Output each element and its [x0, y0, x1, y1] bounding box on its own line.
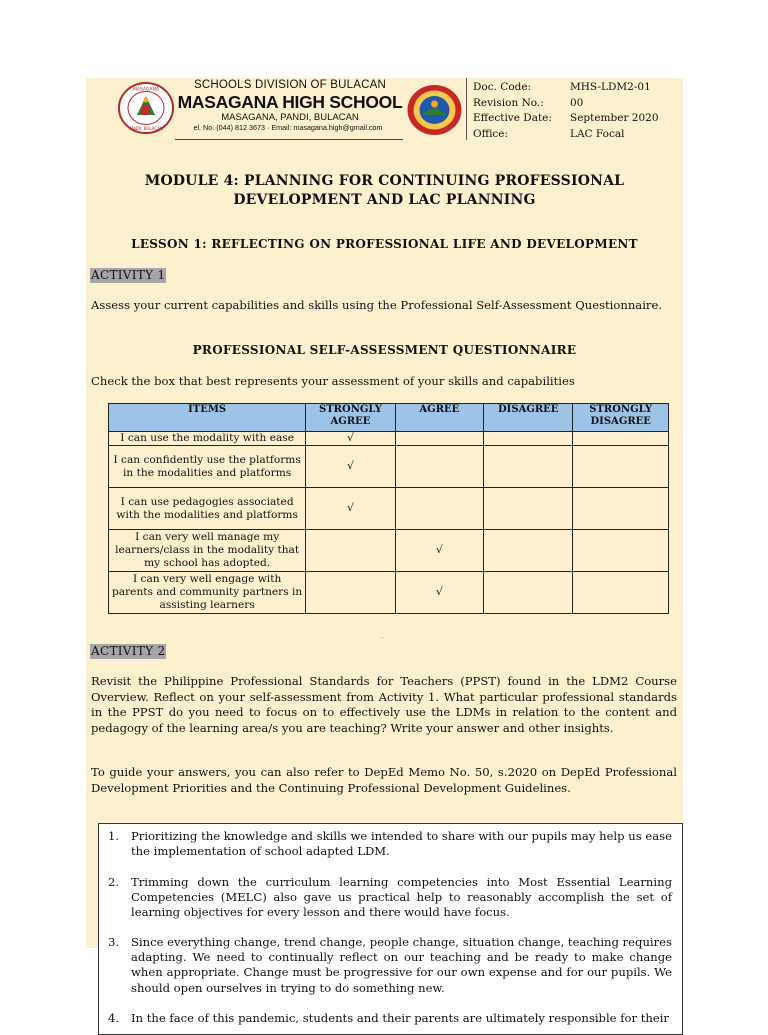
table-row	[109, 488, 669, 530]
col-strongly-disagree: STRONGLY DISAGREE	[573, 404, 669, 432]
col-agree: AGREE	[395, 404, 483, 432]
questionnaire-heading: PROFESSIONAL SELF-ASSESSMENT QUESTIONNAIRE	[192, 343, 577, 357]
division-seal-icon	[406, 84, 463, 136]
school-header	[176, 79, 404, 133]
item-cell: I can confidently use the platforms in the modalities and platforms	[109, 446, 306, 488]
module-title-line1: MODULE 4: PLANNING FOR CONTINUING PROFESSIONAL	[144, 173, 625, 189]
effective-date-label: Effective Date:	[473, 112, 552, 124]
col-items: ITEMS	[109, 404, 306, 432]
revision-label: Revision No.:	[473, 96, 544, 109]
checkbox-instruction: Check the box that best represents your assessment of your skills and capabilities	[91, 374, 575, 388]
svg-text:MASAGANA: MASAGANA	[133, 87, 159, 93]
office-row	[473, 127, 659, 143]
activity-2-guide: To guide your answers, you can also refer to DepEd Memo No. 50, s.2020 on DepEd Professional Development Priorities and the Continuing Professional Development Guidelines.	[91, 765, 677, 795]
item-cell: I can very well manage my learners/class in the modality that my school has adopted.	[109, 530, 306, 572]
revision-value: 00	[570, 96, 584, 109]
school-address: MASAGANA, PANDI, BULACAN	[221, 112, 359, 123]
doc-code-row	[473, 80, 659, 96]
table-header-row	[109, 404, 669, 432]
strongly-agree-cell[interactable]: √	[306, 488, 395, 530]
list-text: In the face of this pandemic, students and their parents are ultimately responsible for their	[131, 1011, 669, 1025]
module-title-line2: DEVELOPMENT AND LAC PLANNING	[233, 192, 536, 208]
list-number: 4.	[108, 1011, 120, 1025]
strongly-agree-cell[interactable]	[306, 572, 395, 614]
module-title	[86, 172, 683, 210]
list-text: Prioritizing the knowledge and skills we intended to share with our pupils may help us ease the implementation of school adapted LDM.	[131, 829, 672, 859]
list-number: 1.	[108, 829, 120, 843]
strongly-disagree-cell[interactable]	[573, 572, 669, 614]
list-number: 2.	[108, 875, 120, 889]
effective-date-row	[473, 111, 659, 127]
self-assessment-table	[108, 403, 669, 614]
disagree-cell[interactable]	[484, 572, 573, 614]
header-divider	[466, 78, 467, 140]
strongly-disagree-cell[interactable]	[573, 488, 669, 530]
effective-date-value: September 2020	[570, 112, 659, 124]
doc-code-value: MHS-LDM2-01	[570, 81, 651, 93]
agree-cell[interactable]	[395, 488, 483, 530]
office-label: Office:	[473, 127, 509, 140]
strongly-disagree-cell[interactable]	[573, 530, 669, 572]
document-control-info	[473, 80, 659, 142]
revision-row	[473, 96, 659, 112]
list-text: Trimming down the curriculum learning competencies into Most Essential Learning Competencies (MELC) also gave us practical help to reasonably accomplish the set of learning objectives for every lesson and there would have focus.	[131, 875, 672, 920]
table-row	[109, 446, 669, 488]
activity-1-instruction: Assess your current capabilities and skills using the Professional Self-Assessment Questionnaire.	[91, 298, 663, 312]
strongly-disagree-cell[interactable]	[573, 432, 669, 446]
disagree-cell[interactable]	[484, 432, 573, 446]
table-row	[109, 432, 669, 446]
disagree-cell[interactable]	[484, 488, 573, 530]
agree-cell[interactable]: √	[395, 572, 483, 614]
col-strongly-agree: STRONGLY AGREE	[306, 404, 395, 432]
strongly-agree-cell[interactable]	[306, 530, 395, 572]
list-number: 3.	[108, 935, 120, 949]
agree-cell[interactable]: √	[395, 530, 483, 572]
stray-mark: ·	[381, 634, 384, 643]
header-rule	[175, 139, 403, 140]
office-value: LAC Focal	[570, 127, 625, 140]
col-disagree: DISAGREE	[484, 404, 573, 432]
strongly-agree-cell[interactable]: √	[306, 446, 395, 488]
strongly-disagree-cell[interactable]	[573, 446, 669, 488]
school-name: MASAGANA HIGH SCHOOL	[177, 92, 403, 112]
lesson-title: LESSON 1: REFLECTING ON PROFESSIONAL LIFE AND DEVELOPMENT	[131, 237, 638, 251]
disagree-cell[interactable]	[484, 446, 573, 488]
item-cell: I can very well engage with parents and community partners in assisting learners	[109, 572, 306, 614]
list-text: Since everything change, trend change, people change, situation change, teaching requires adapting. We need to continually reflect on our teaching and be ready to make change when appropriate. Change must be progressive for our own expense and for our pupils. We should open ourselves in trying to do something new.	[131, 935, 672, 995]
disagree-cell[interactable]	[484, 530, 573, 572]
agree-cell[interactable]	[395, 432, 483, 446]
doc-code-label: Doc. Code:	[473, 81, 532, 93]
item-cell: I can use pedagogies associated with the modalities and platforms	[109, 488, 306, 530]
division-name: SCHOOLS DIVISION OF BULACAN	[194, 79, 386, 91]
activity-1-tag: ACTIVITY 1	[91, 268, 166, 282]
school-contact: el. No. (044) 812 3673 · Email: masagana.high@gmail.com	[193, 123, 383, 132]
activity-2-prompt: Revisit the Philippine Professional Standards for Teachers (PPST) found in the LDM2 Course Overview. Reflect on your self-assessment from Activity 1. What particular professional standards in the PPST do you need to focus on to effectively use the LDMs in relation to the content and pedagogy of the learning area/s you are teaching? Write your answer and other insights.	[91, 674, 677, 735]
answer-box	[98, 823, 683, 1035]
table-row	[109, 572, 669, 614]
school-seal-icon	[117, 82, 175, 134]
agree-cell[interactable]	[395, 446, 483, 488]
svg-text:PANDI, BULACAN: PANDI, BULACAN	[129, 126, 163, 131]
activity-2-tag: ACTIVITY 2	[91, 644, 166, 658]
item-cell: I can use the modality with ease	[109, 432, 306, 446]
strongly-agree-cell[interactable]: √	[306, 432, 395, 446]
table-row	[109, 530, 669, 572]
